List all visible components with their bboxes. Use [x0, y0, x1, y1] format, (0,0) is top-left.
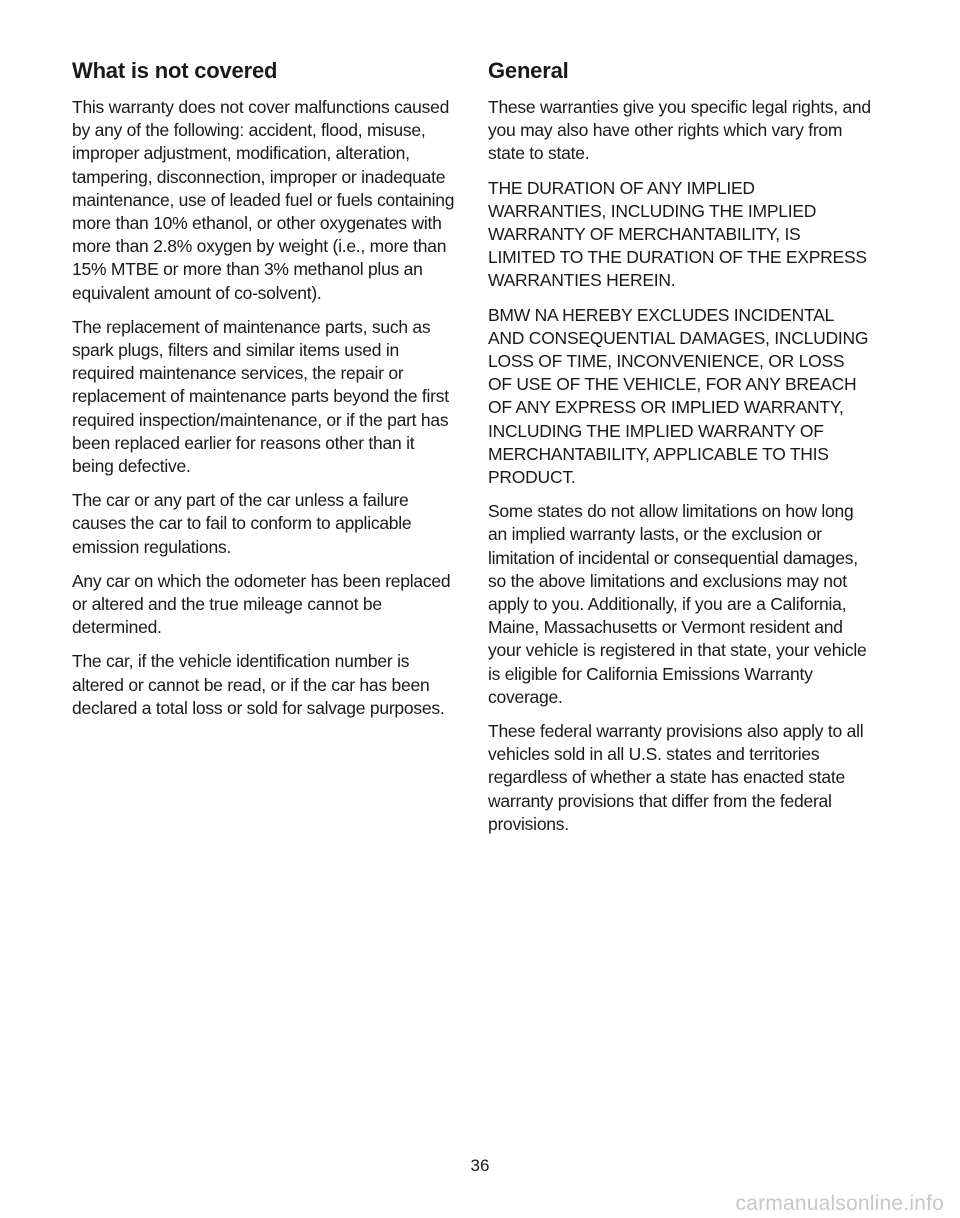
- left-column: [72, 56, 456, 731]
- paragraph: Some states do not allow limitations on how long an implied warranty lasts, or the exclusion or limitation of incidental or consequential damages, so the above limitations and exclusions may not apply to you. Additionally, if you are a California, Maine, Massachusetts or Vermont resident and your vehicle is registered in that state, your vehicle is eligible for California Emissions Warranty coverage.: [488, 501, 867, 707]
- paragraph: The replacement of maintenance parts, such as spark plugs, filters and similar items used in required maintenance services, the repair or replacement of maintenance parts beyond the first required inspection/maintenance, or if the part has been replaced earlier for reasons other than it being defective.: [72, 316, 449, 477]
- paragraph: BMW NA HEREBY EXCLUDES INCIDENTAL AND CONSEQUENTIAL DAMAGES, INCLUDING LOSS OF TIME, INCONVENIENCE, OR LOSS OF USE OF THE VEHICLE, FOR ANY BREACH OF ANY EXPRESS OR IMPLIED WARRANTY, INCLUDING THE IMPLIED WARRANTY OF MERCHANTABILITY, APPLICABLE TO THIS PRODUCT.: [488, 304, 869, 488]
- section-heading-general: General: [488, 58, 569, 83]
- paragraph: These federal warranty provisions also apply to all vehicles sold in all U.S. states and territories regardless of whether a state has enacted state warranty provisions that differ from the federal provisions.: [488, 721, 864, 834]
- section-heading-not-covered: What is not covered: [72, 58, 278, 83]
- page-number: 36: [470, 1156, 490, 1175]
- paragraph: This warranty does not cover malfunctions caused by any of the following: accident, flood, misuse, improper adjustment, modification, alteration, tampering, disconnection, improper or inadequate maintenance, use of leaded fuel or fuels containing more than 10% ethanol, or other oxygenates with more than 2.8% oxygen by weight (i.e., more than 15% MTBE or more than 3% methanol plus an equivalent amount of co-solvent).: [72, 97, 455, 303]
- watermark: carmanualsonline.info: [735, 1192, 944, 1215]
- paragraph: Any car on which the odometer has been replaced or altered and the true mileage cannot be determined.: [72, 570, 451, 638]
- right-column: [488, 56, 872, 847]
- paragraph: The car or any part of the car unless a failure causes the car to fail to conform to applicable emission regulations.: [72, 490, 412, 557]
- paragraph: These warranties give you specific legal rights, and you may also have other rights which vary from state to state.: [488, 97, 871, 164]
- paragraph: The car, if the vehicle identification number is altered or cannot be read, or if the car has been declared a total loss or sold for salvage purposes.: [72, 651, 445, 718]
- paragraph: THE DURATION OF ANY IMPLIED WARRANTIES, INCLUDING THE IMPLIED WARRANTY OF MERCHANTABILITY, IS LIMITED TO THE DURATION OF THE EXPRESS WARRANTIES HEREIN.: [488, 177, 867, 291]
